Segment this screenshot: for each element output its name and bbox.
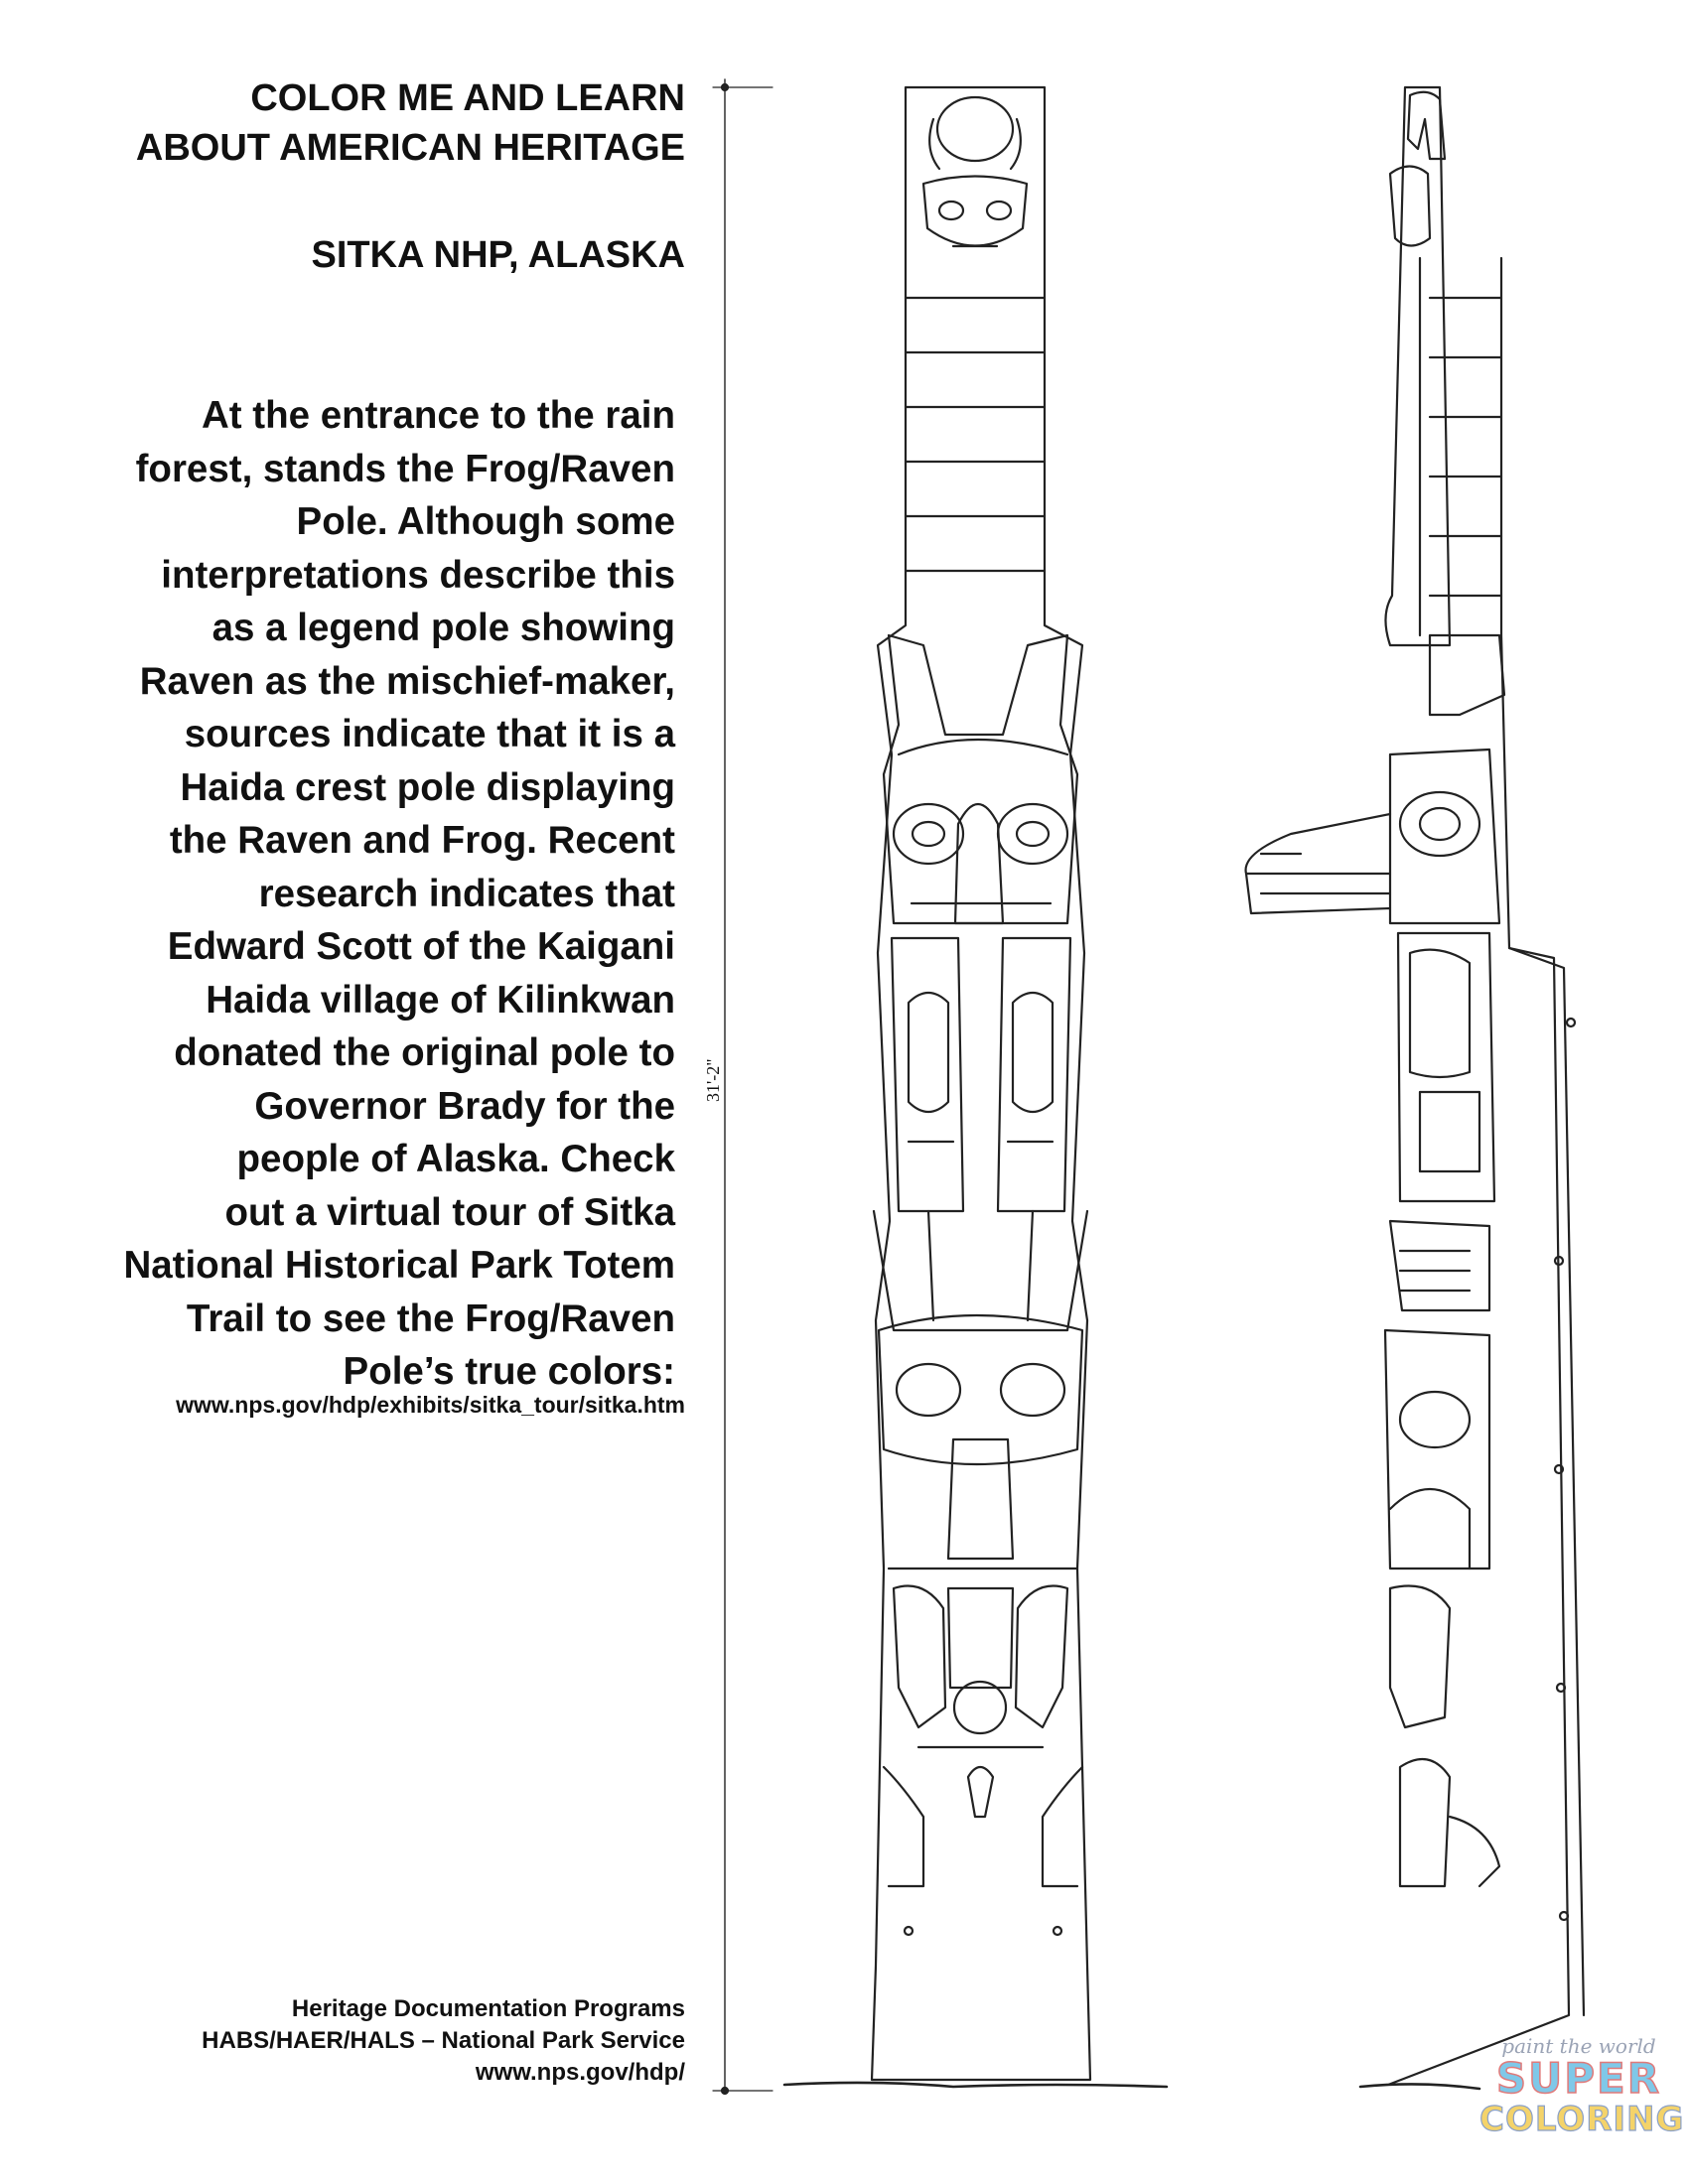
body-line: Governor Brady for the	[254, 1084, 675, 1128]
side-raven-figure	[1246, 635, 1504, 1201]
body-line: interpretations describe this	[161, 553, 675, 597]
ground-line-front	[784, 2083, 1167, 2087]
body-line: Pole. Although some	[296, 500, 675, 543]
watermark-word-coloring: COLORING	[1479, 2100, 1685, 2139]
body-line: Raven as the mischief-maker,	[139, 659, 675, 703]
body-line: donated the original pole to	[174, 1031, 675, 1074]
body-line: research indicates that	[258, 872, 675, 915]
frog-figure	[923, 97, 1027, 246]
title-line-2: ABOUT AMERICAN HERITAGE	[135, 127, 685, 169]
credits-website-link[interactable]: www.nps.gov/hdp/	[475, 2059, 685, 2086]
watermark-word-super: SUPER	[1495, 2054, 1662, 2103]
body-line: National Historical Park Totem	[123, 1244, 675, 1287]
body-line: Haida crest pole displaying	[180, 765, 675, 809]
height-dimension-label: 31'-2"	[703, 1058, 723, 1102]
title-line-1: COLOR ME AND LEARN	[250, 77, 685, 119]
body-line: the Raven and Frog. Recent	[169, 819, 675, 862]
watermark-tagline: paint the world	[1501, 2034, 1656, 2058]
body-line: Edward Scott of the Kaigani	[167, 925, 675, 968]
body-line: out a virtual tour of Sitka	[224, 1190, 675, 1234]
ground-line-side	[1360, 2084, 1479, 2089]
credits-line-1: Heritage Documentation Programs	[291, 1995, 685, 2022]
dimension-line	[713, 79, 773, 2094]
side-frog-figure	[1390, 92, 1445, 246]
side-lower-figure	[1385, 1221, 1499, 1886]
body-line: forest, stands the Frog/Raven	[135, 447, 675, 490]
page-subtitle: SITKA NHP, ALASKA	[311, 234, 685, 276]
front-view-pole	[872, 87, 1090, 2080]
credits-line-2: HABS/HAER/HALS – National Park Service	[202, 2027, 685, 2054]
body-line: At the entrance to the rain	[201, 394, 675, 437]
body-line: as a legend pole showing	[211, 607, 675, 649]
body-line: Haida village of Kilinkwan	[206, 978, 675, 1022]
body-line: Pole’s true colors:	[343, 1350, 675, 1393]
body-line: Trail to see the Frog/Raven	[186, 1297, 675, 1340]
body-line: sources indicate that it is a	[184, 713, 675, 755]
side-view-pole	[1246, 87, 1584, 2085]
virtual-tour-link[interactable]: www.nps.gov/hdp/exhibits/sitka_tour/sitka.htm	[176, 1392, 685, 1418]
body-line: people of Alaska. Check	[236, 1138, 675, 1180]
lower-frog-figure	[879, 1315, 1082, 1935]
watermark-logo	[1479, 2034, 1685, 2174]
raven-figure	[874, 635, 1087, 1330]
